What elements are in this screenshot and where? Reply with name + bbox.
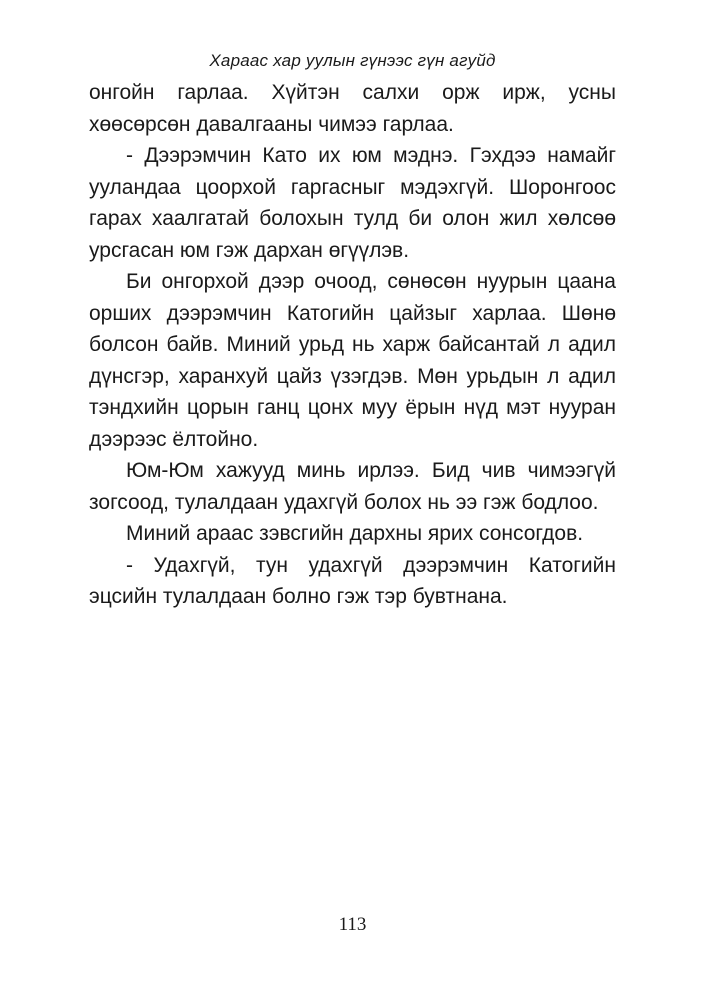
paragraph: Юм-Юм хажууд минь ирлээ. Бид чив чимээгүй зогсоод, тулалдаан удахгүй болох нь ээ гэж бодлоо. [89,459,616,514]
paragraph: - Дээрэмчин Като их юм мэднэ. Гэхдээ намайг ууландаа цоорхой гаргасныг мэдэхгүй. Шоронгоос гарах хаалгатай болохын тулд би олон жил хөлсөө урсгасан юм гэж дархан өгүүлэв. [89,144,616,262]
running-header: Хараас хар уулын гүнээс гүн агуйд [209,51,496,70]
paragraph: - Удахгүй, тун удахгүй дээрэмчин Катогийн эцсийн тулалдаан болно гэж тэр бувтнана. [89,553,616,608]
paragraph: Миний араас зэвсгийн дархны ярих сонсогдов. [126,522,584,545]
paragraph-continuation: онгойн гарлаа. Хүйтэн салхи орж ирж, усны хөөсөрсөн давалгааны чимээ гарлаа. [89,81,616,136]
page-number: 113 [338,914,367,935]
paragraph: Би онгорхой дээр очоод, сөнөсөн нуурын цаана орших дээрэмчин Катогийн цайзыг харлаа. Шөнө болсон байв. Миний урьд нь харж байсантай л адил дүнсгэр, харанхуй цайз үзэгдэв. Мөн урьдын л адил тэндхийн цорын ганц цонх муу ёрын нүд мэт нууран дээрээс ёлтойно. [89,270,616,451]
body-text [89,77,616,613]
